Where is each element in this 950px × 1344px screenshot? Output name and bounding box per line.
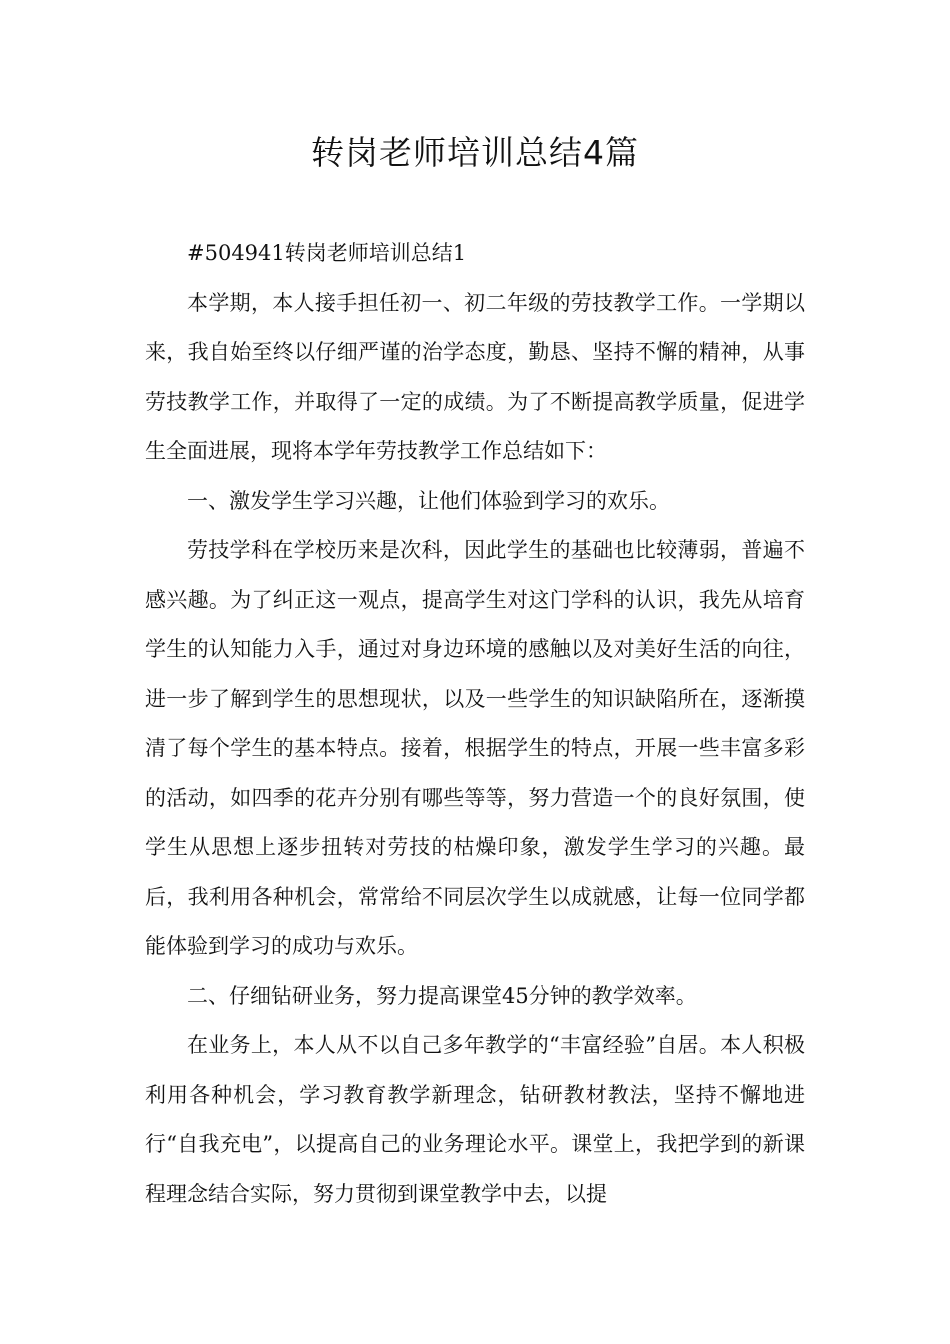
document-body — [145, 229, 805, 1219]
paragraph-efficiency: 在业务上，本人从不以自己多年教学的“丰富经验”自居。本人积极利用各种机会，学习教育教学新理念，钻研教材教法，坚持不懈地进行“自我充电”，以提高自己的业务理论水平。课堂上，我把学到的新课程理念结合实际，努力贯彻到课堂教学中去，以提 — [145, 1033, 805, 1206]
section-heading-efficiency: 二、仔细钻研业务，努力提高课堂45分钟的教学效率。 — [187, 983, 697, 1008]
section-heading-1: #504941转岗老师培训总结1 — [187, 241, 467, 265]
document-title: 转岗老师培训总结4篇 — [311, 133, 639, 172]
paragraph-intro: 本学期，本人接手担任初一、初二年级的劳技教学工作。一学期以来，我自始至终以仔细严谨的治学态度，勤恳、坚持不懈的精神，从事劳技教学工作，并取得了一定的成绩。为了不断提高教学质量，促进学生全面进展，现将本学年劳技教学工作总结如下： — [145, 290, 805, 463]
paragraph-interest: 劳技学科在学校历来是次科，因此学生的基础也比较薄弱，普遍不感兴趣。为了纠正这一观点，提高学生对这门学科的认识，我先从培育学生的认知能力入手，通过对身边环境的感触以及对美好生活的向往，进一步了解到学生的思想现状，以及一些学生的知识缺陷所在，逐渐摸清了每个学生的基本特点。接着，根据学生的特点，开展一些丰富多彩的活动，如四季的花卉分别有哪些等等，努力营造一个的良好氛围，使学生从思想上逐步扭转对劳技的枯燥印象，激发学生学习的兴趣。最后，我利用各种机会，常常给不同层次学生以成就感，让每一位同学都能体验到学习的成功与欢乐。 — [145, 538, 805, 958]
section-heading-interest: 一、激发学生学习兴趣，让他们体验到学习的欢乐。 — [187, 488, 670, 513]
